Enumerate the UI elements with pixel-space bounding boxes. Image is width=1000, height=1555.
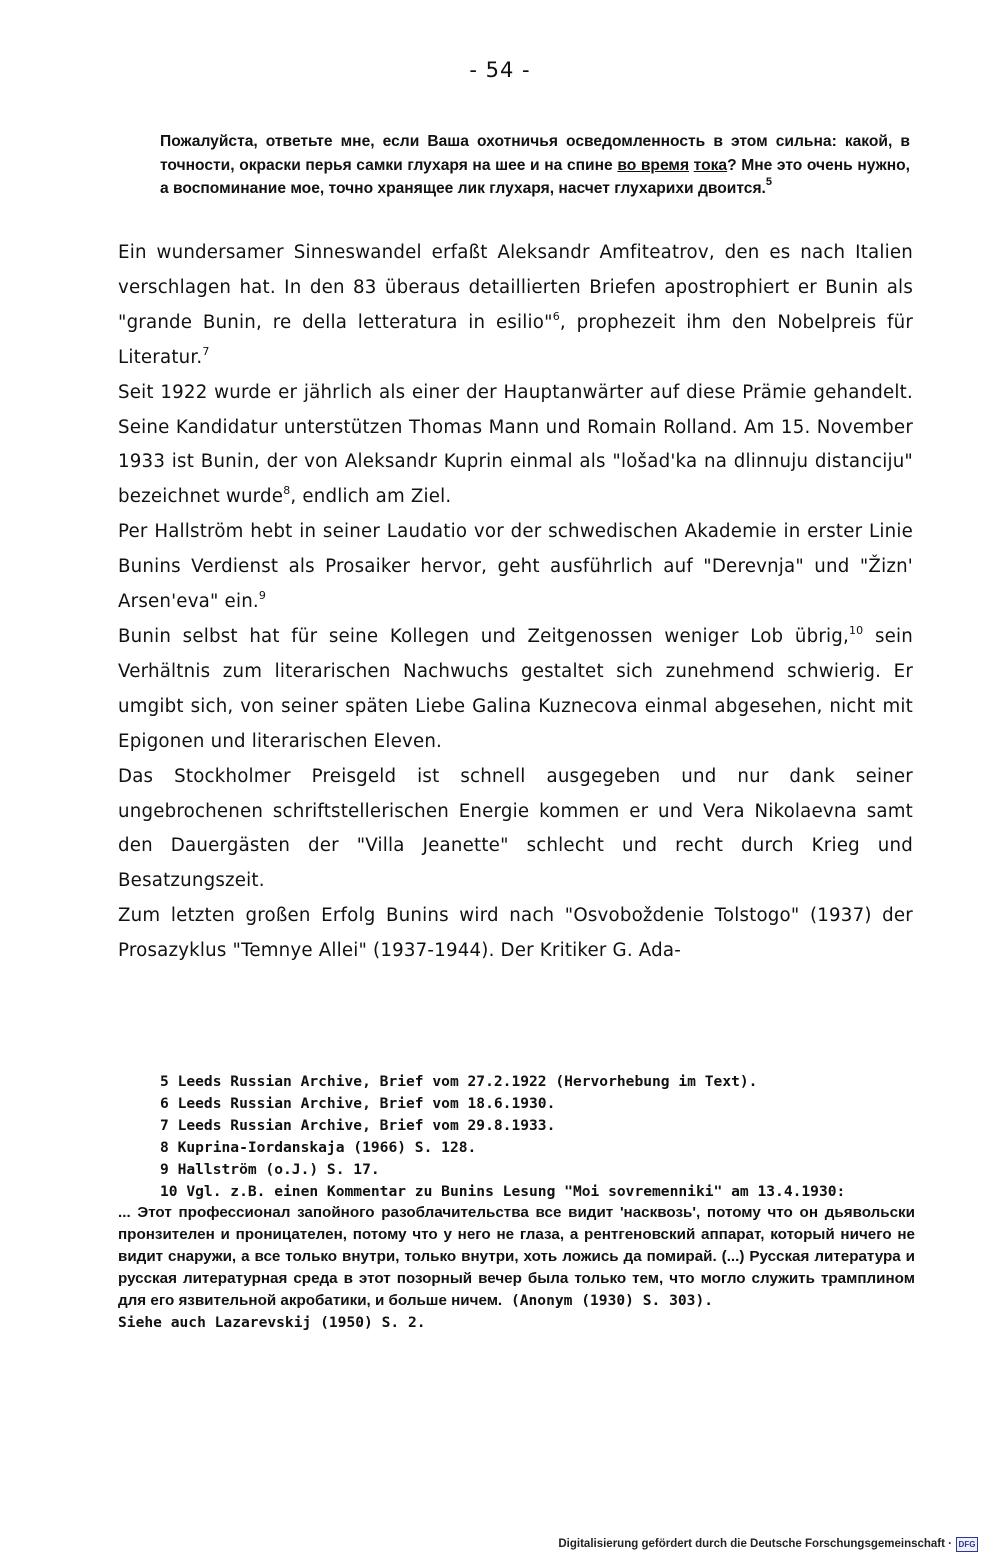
dfg-footer [0, 1533, 1000, 1555]
paragraph-6: Zum letzten großen Erfolg Bunins wird nach "Osvoboždenie Tolstogo" (1937) der Prosazyklus "Temnye Allei" (1937-1944). Der Kritiker G. Ada- [118, 905, 913, 962]
footnotes [118, 1071, 915, 1334]
footnote-ref-8: 8 [283, 484, 291, 498]
footnote-ref-6: 6 [552, 309, 560, 323]
quote-underlined-2: тока [693, 156, 728, 174]
footnote-ref-7: 7 [202, 344, 210, 358]
footnote-ref-10: 10 [848, 623, 864, 637]
main-text [118, 236, 913, 969]
paragraph-3: Per Hallström hebt in seiner Laudatio vor der schwedischen Akademie in erster Linie Bunins Verdienst als Prosaiker hervor, geht ausführlich auf "Derevnja" und "Žizn' Arsen'eva" ein.$^9$ [118, 521, 913, 613]
quote-text-1: Пожалуйста, ответьте мне, если Ваша охотничья осведомленность в этом сильна: какой, в точности, окраски перья самки глухаря на шее и на спине [160, 133, 910, 174]
quote-text-2: ? Мне это очень нужно, а воспоминание мое, точно хранящее лик глухаря, насчет глухарихи двоится. [160, 156, 910, 197]
russian-quote [160, 130, 910, 201]
footnote-10-see-also: Siehe auch Lazarevskij (1950) S. 2. [118, 1314, 426, 1332]
page-number: - 54 - [469, 58, 531, 82]
footnote-ref-9: 9 [258, 589, 267, 603]
paragraph-4: Bunin selbst hat für seine Kollegen und Zeitgenossen weniger Lob übrig,$^{10}$ sein Verhältnis zum literarischen Nachwuchs gestaltet sich zunehmend schwierig. Er umgibt sich, von seiner späten Liebe Galina Kuznecova einmal abgesehen, nicht mit Epigonen und literarischen Eleven. [118, 623, 914, 752]
footnote-5: 5 Leeds Russian Archive, Brief vom 27.2.1922 (Hervorhebung im Text). [160, 1073, 758, 1090]
footnote-7: 7 Leeds Russian Archive, Brief vom 29.8.1933. [160, 1116, 556, 1134]
footnote-8: 8 Kuprina-Iordanskaja (1966) S. 128. [160, 1138, 477, 1156]
quote-underlined-1: во время [617, 156, 690, 174]
footnote-9: 9 Hallström (o.J.) S. 17. [160, 1160, 380, 1178]
paragraph-2: Seit 1922 wurde er jährlich als einer der Hauptanwärter auf diese Prämie gehandelt. Seine Kandidatur unterstützen Thomas Mann und Romain Rolland. Am 15. November 1933 ist Bunin, der von Aleksandr Kuprin einmal als "lošad'ka na dlinnuju distanciju" bezeichnet wurde$^8$, endlich am Ziel. [118, 381, 913, 508]
footnote-10: 10 Vgl. z.B. einen Kommentar zu Bunins Lesung "Moi sovremenniki" am 13.4.1930: [160, 1182, 846, 1200]
footnote-6: 6 Leeds Russian Archive, Brief vom 18.6.1930. [160, 1094, 556, 1112]
paragraph-1: Ein wundersamer Sinneswandel erfaßt Aleksandr Amfiteatrov, den es nach Italien verschlagen hat. In den 83 überaus detaillierten Briefen apostrophiert er Bunin als "grande Bunin, re della letteratura in esilio"$^6$, prophezeit ihm den Nobelpreis für Literatur.$^7$ [118, 242, 913, 368]
footnote-ref-5: 5 [765, 176, 772, 188]
paragraph-5: Das Stockholmer Preisgeld ist schnell ausgegeben und nur dank seiner ungebrochenen schriftstellerischen Energie kommen er und Vera Nikolaevna samt den Dauergästen der "Villa Jeanette" schlecht und recht durch Krieg und Besatzungszeit. [118, 765, 913, 892]
footnote-10-quote: ... Этот профессионал запойного разоблачительства все видит 'насквозь', потому что он дьявольски пронзителен и проницателен, потому что у него не глаза, а рентгеновский аппарат, который ничего не видит снаружи, а все только внутри, только внутри, хоть ложись да помирай. (...) Русская литература и русская литературная среда в этот позорный вечер была только тем, что могло служить трамплином для его язвительной акробатики, и больше ничем. (Anonym (1930) S. 303). [118, 1204, 915, 1310]
dfg-logo: DFG [956, 1537, 978, 1552]
dfg-credit: Digitalisierung gefördert durch die Deutsche Forschungsgemeinschaft · [558, 1538, 952, 1550]
